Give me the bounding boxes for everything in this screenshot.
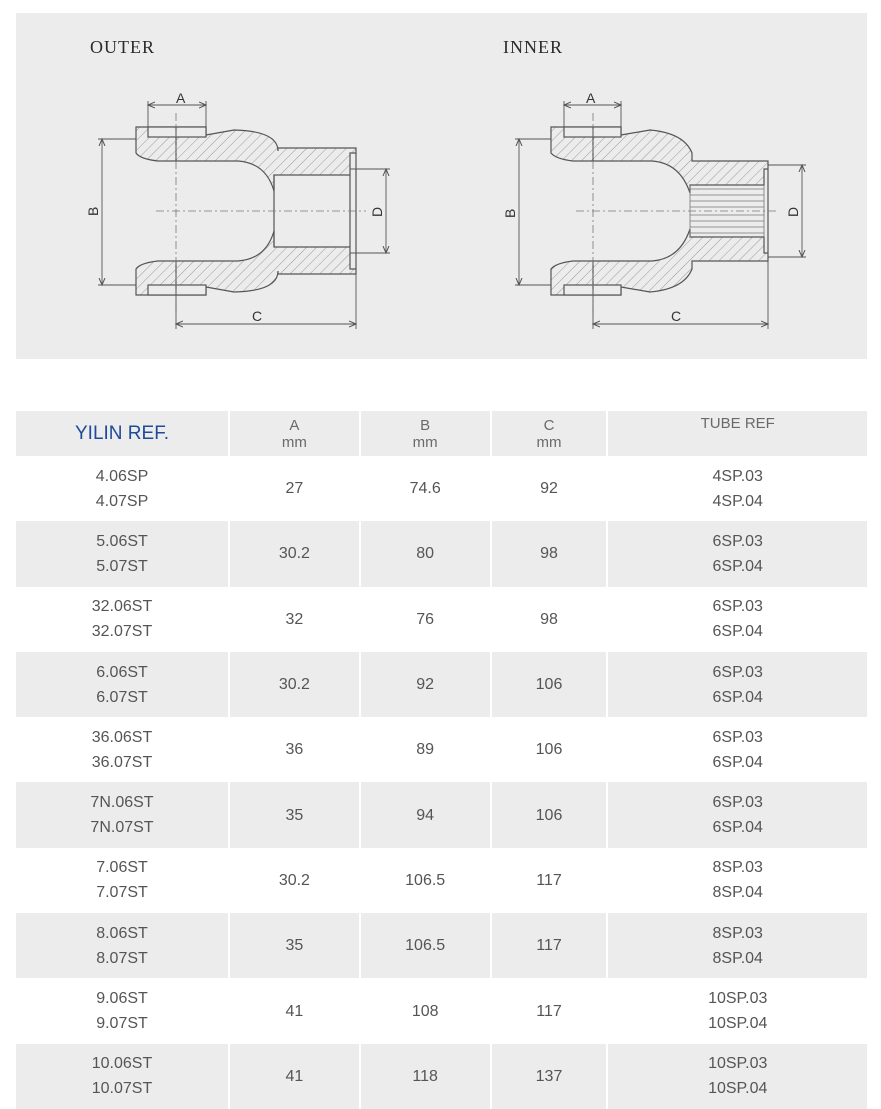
cell-c: 117 bbox=[536, 871, 562, 889]
cell-a: 35 bbox=[285, 806, 304, 824]
ref-line-2: 4.07SP bbox=[95, 492, 149, 510]
cell-c: 106 bbox=[535, 676, 563, 694]
cell-a: 36 bbox=[285, 741, 304, 759]
cell-b: 106.5 bbox=[405, 871, 446, 889]
table-row bbox=[16, 717, 867, 782]
ref-line-2: 7.07ST bbox=[96, 884, 148, 902]
ref-line-2: 9.07ST bbox=[96, 1015, 148, 1033]
cell-yilin-ref bbox=[16, 848, 228, 913]
tube-line-2: 6SP.04 bbox=[712, 753, 763, 771]
yoke-drawings bbox=[16, 13, 867, 359]
table-row bbox=[16, 456, 867, 521]
ref-line-2: 5.07ST bbox=[96, 557, 148, 575]
cell-yilin-ref bbox=[16, 717, 228, 782]
outer-title: OUTER bbox=[90, 37, 155, 57]
ref-line-1: 6.06ST bbox=[96, 663, 148, 681]
inner-dim-d-label: D bbox=[785, 206, 801, 217]
ref-line-1: 5.06ST bbox=[96, 532, 148, 550]
cell-b: 94 bbox=[416, 806, 435, 824]
spec-table bbox=[16, 411, 867, 1109]
tube-line-2: 6SP.04 bbox=[712, 557, 763, 575]
cell-c: 98 bbox=[540, 610, 558, 628]
tube-line-1: 8SP.03 bbox=[712, 859, 763, 877]
cell-c: 92 bbox=[540, 480, 558, 498]
ref-line-1: 10.06ST bbox=[91, 1055, 153, 1073]
cell-a: 30.2 bbox=[278, 871, 310, 889]
ref-line-1: 7N.06ST bbox=[90, 794, 154, 812]
table-row bbox=[16, 848, 867, 913]
cell-a: 32 bbox=[285, 610, 304, 628]
tube-line-2: 10SP.04 bbox=[708, 1080, 768, 1098]
tube-line-1: 6SP.03 bbox=[712, 532, 763, 550]
ref-line-1: 4.06SP bbox=[95, 467, 149, 485]
inner-dim-b-label: B bbox=[502, 208, 518, 218]
cell-tube-ref bbox=[608, 913, 867, 978]
cell-b: 118 bbox=[412, 1067, 438, 1085]
ref-line-1: 8.06ST bbox=[96, 924, 148, 942]
cell-b: 76 bbox=[416, 610, 435, 628]
cell-yilin-ref bbox=[16, 456, 228, 521]
table-header bbox=[16, 411, 867, 456]
header-tube-ref: TUBE REF bbox=[700, 415, 775, 432]
cell-tube-ref bbox=[608, 717, 867, 782]
cell-tube-ref bbox=[608, 782, 867, 847]
inner-dim-c-label: C bbox=[671, 308, 682, 324]
header-c bbox=[492, 411, 607, 456]
cell-tube-ref bbox=[608, 652, 867, 717]
cell-yilin-ref bbox=[16, 521, 228, 586]
header-c-unit: mm bbox=[536, 433, 562, 451]
header-c-label: C bbox=[543, 416, 555, 434]
tube-line-1: 6SP.03 bbox=[712, 794, 763, 812]
cell-yilin-ref bbox=[16, 978, 228, 1043]
header-a bbox=[230, 411, 359, 456]
cell-c: 106 bbox=[535, 806, 563, 824]
outer-dim-b-label: B bbox=[85, 206, 101, 216]
ref-line-2: 32.07ST bbox=[91, 623, 153, 641]
outer-dim-c-label: C bbox=[252, 308, 263, 324]
cell-tube-ref bbox=[608, 521, 867, 586]
ref-line-2: 6.07ST bbox=[96, 688, 148, 706]
cell-c: 98 bbox=[540, 545, 558, 563]
diagram-panel bbox=[16, 13, 867, 359]
tube-line-1: 4SP.03 bbox=[712, 467, 763, 485]
cell-yilin-ref bbox=[16, 652, 228, 717]
tube-line-1: 6SP.03 bbox=[712, 598, 763, 616]
ref-line-2: 7N.07ST bbox=[90, 819, 154, 837]
cell-b: 89 bbox=[416, 741, 435, 759]
outer-dim-d-label: D bbox=[369, 206, 385, 217]
cell-b: 74.6 bbox=[409, 480, 441, 498]
tube-line-1: 6SP.03 bbox=[712, 663, 763, 681]
ref-line-1: 9.06ST bbox=[96, 990, 148, 1008]
table-row bbox=[16, 782, 867, 847]
cell-tube-ref bbox=[608, 848, 867, 913]
tube-line-1: 10SP.03 bbox=[708, 1055, 768, 1073]
tube-line-2: 4SP.04 bbox=[712, 492, 763, 510]
tube-line-2: 10SP.04 bbox=[708, 1015, 768, 1033]
cell-c: 117 bbox=[536, 1002, 562, 1020]
table-row bbox=[16, 913, 867, 978]
cell-a: 41 bbox=[285, 1067, 304, 1085]
cell-a: 30.2 bbox=[278, 545, 310, 563]
cell-c: 106 bbox=[535, 741, 563, 759]
tube-line-1: 8SP.03 bbox=[712, 924, 763, 942]
cell-a: 27 bbox=[285, 480, 304, 498]
cell-c: 117 bbox=[536, 937, 562, 955]
cell-yilin-ref bbox=[16, 782, 228, 847]
cell-a: 30.2 bbox=[278, 676, 310, 694]
ref-line-2: 36.07ST bbox=[91, 753, 153, 771]
cell-tube-ref bbox=[608, 587, 867, 652]
tube-line-1: 10SP.03 bbox=[708, 990, 768, 1008]
table-row bbox=[16, 652, 867, 717]
table-row bbox=[16, 521, 867, 586]
tube-line-1: 6SP.03 bbox=[712, 728, 763, 746]
cell-c: 137 bbox=[535, 1067, 563, 1085]
cell-yilin-ref bbox=[16, 587, 228, 652]
inner-dim-a-label: A bbox=[586, 90, 596, 106]
cell-b: 106.5 bbox=[405, 937, 446, 955]
ref-line-1: 36.06ST bbox=[91, 728, 153, 746]
table-row bbox=[16, 1044, 867, 1109]
tube-line-2: 8SP.04 bbox=[712, 884, 763, 902]
cell-tube-ref bbox=[608, 978, 867, 1043]
header-b-label: B bbox=[420, 416, 431, 434]
cell-a: 41 bbox=[285, 1002, 304, 1020]
cell-b: 108 bbox=[411, 1002, 439, 1020]
cell-tube-ref bbox=[608, 1044, 867, 1109]
outer-dim-a-label: A bbox=[176, 90, 186, 106]
inner-title: INNER bbox=[503, 37, 563, 57]
ref-line-1: 7.06ST bbox=[96, 859, 148, 877]
header-a-label: A bbox=[289, 416, 300, 434]
cell-yilin-ref bbox=[16, 1044, 228, 1109]
header-b bbox=[361, 411, 490, 456]
ref-line-2: 8.07ST bbox=[96, 949, 148, 967]
cell-yilin-ref bbox=[16, 913, 228, 978]
cell-a: 35 bbox=[285, 937, 304, 955]
cell-b: 92 bbox=[416, 676, 435, 694]
table-row bbox=[16, 978, 867, 1043]
tube-line-2: 6SP.04 bbox=[712, 819, 763, 837]
table-row bbox=[16, 587, 867, 652]
cell-tube-ref bbox=[608, 456, 867, 521]
header-yilin-ref: YILIN REF. bbox=[75, 423, 169, 444]
header-b-unit: mm bbox=[412, 433, 438, 451]
ref-line-2: 10.07ST bbox=[91, 1080, 153, 1098]
cell-b: 80 bbox=[416, 545, 435, 563]
ref-line-1: 32.06ST bbox=[91, 598, 153, 616]
tube-line-2: 6SP.04 bbox=[712, 623, 763, 641]
tube-line-2: 6SP.04 bbox=[712, 688, 763, 706]
header-a-unit: mm bbox=[281, 433, 307, 451]
tube-line-2: 8SP.04 bbox=[712, 949, 763, 967]
